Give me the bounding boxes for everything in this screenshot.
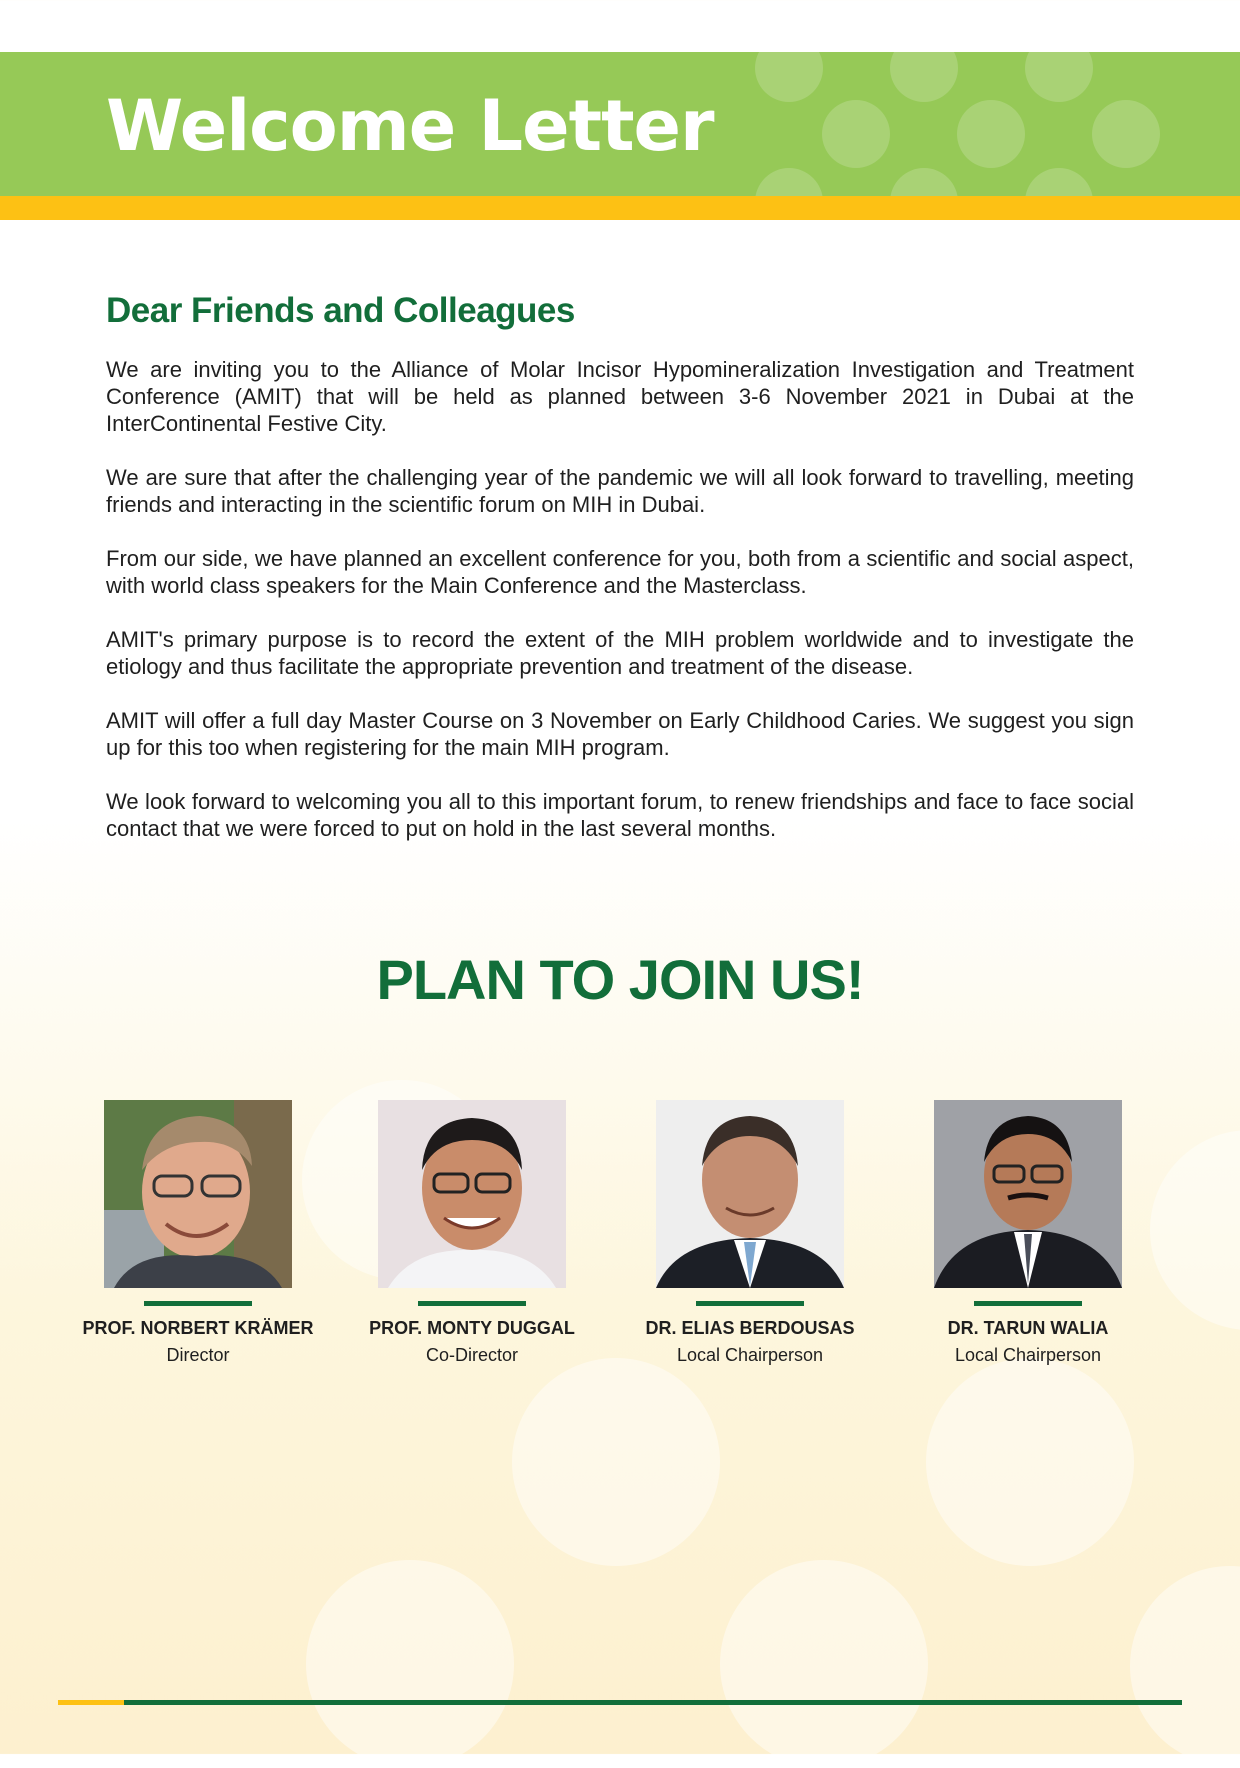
- person-role: Co-Director: [425, 1345, 518, 1365]
- call-to-action-heading: PLAN TO JOIN US!: [376, 948, 864, 1011]
- name-divider: [696, 1301, 804, 1306]
- decorative-circle: [1150, 1130, 1240, 1330]
- decorative-circle: [1130, 1566, 1240, 1766]
- decorative-dot: [1092, 100, 1160, 168]
- portrait-photo: [104, 1100, 292, 1288]
- page-title: Welcome Letter: [106, 85, 714, 167]
- decorative-circle: [926, 1358, 1134, 1566]
- decorative-dot: [1025, 52, 1093, 102]
- footer-rule: [124, 1700, 1182, 1705]
- letter-body: [106, 356, 1134, 869]
- letter-paragraph: We are sure that after the challenging year of the pandemic we will all look forward to travelling, meeting friends and interacting in the scientific forum on MIH in Dubai.: [106, 465, 1134, 517]
- name-divider: [144, 1301, 252, 1306]
- decorative-dot: [890, 52, 958, 102]
- decorative-dot: [822, 100, 890, 168]
- portrait-photo: [378, 1100, 566, 1288]
- decorative-dot: [755, 168, 823, 196]
- person-card: [898, 1100, 1158, 1367]
- decorative-dot: [890, 168, 958, 196]
- name-divider: [418, 1301, 526, 1306]
- person-card: [620, 1100, 880, 1367]
- person-name: PROF. MONTY DUGGAL: [369, 1318, 575, 1338]
- person-role: Local Chairperson: [676, 1345, 824, 1365]
- portrait-photo: [656, 1100, 844, 1288]
- decorative-dot: [1025, 168, 1093, 196]
- person-name: DR. ELIAS BERDOUSAS: [645, 1318, 855, 1338]
- decorative-circle: [512, 1358, 720, 1566]
- decorative-dot: [755, 52, 823, 102]
- letter-paragraph: We look forward to welcoming you all to this important forum, to renew friendships and face to face social contact that we were forced to put on hold in the last several months.: [106, 789, 1134, 841]
- footer-rule-accent: [58, 1700, 124, 1705]
- person-name: PROF. NORBERT KRÄMER: [82, 1318, 314, 1338]
- decorative-dot: [957, 100, 1025, 168]
- decorative-circle: [720, 1560, 928, 1768]
- letter-paragraph: From our side, we have planned an excellent conference for you, both from a scientific and social aspect, with world class speakers for the Main Conference and the Masterclass.: [106, 546, 1134, 598]
- letter-paragraph: We are inviting you to the Alliance of Molar Incisor Hypomineralization Investigation and Treatment Conference (AMIT) that will be held as planned between 3-6 November 2021 in Dubai at the InterContinental Festive City.: [106, 357, 1134, 436]
- person-card: [342, 1100, 602, 1367]
- person-name: DR. TARUN WALIA: [947, 1318, 1109, 1338]
- header-accent-stripe: [0, 196, 1240, 220]
- portrait-photo: [934, 1100, 1122, 1288]
- name-divider: [974, 1301, 1082, 1306]
- person-role: Director: [166, 1345, 230, 1365]
- letter-greeting: Dear Friends and Colleagues: [106, 291, 575, 330]
- person-card: [68, 1100, 328, 1367]
- letter-paragraph: AMIT's primary purpose is to record the extent of the MIH problem worldwide and to investigate the etiology and thus facilitate the appropriate prevention and treatment of the disease.: [106, 627, 1134, 679]
- decorative-circle: [306, 1560, 514, 1768]
- letter-paragraph: AMIT will offer a full day Master Course on 3 November on Early Childhood Caries. We suggest you sign up for this too when registering for the main MIH program.: [106, 708, 1134, 760]
- person-role: Local Chairperson: [954, 1345, 1102, 1365]
